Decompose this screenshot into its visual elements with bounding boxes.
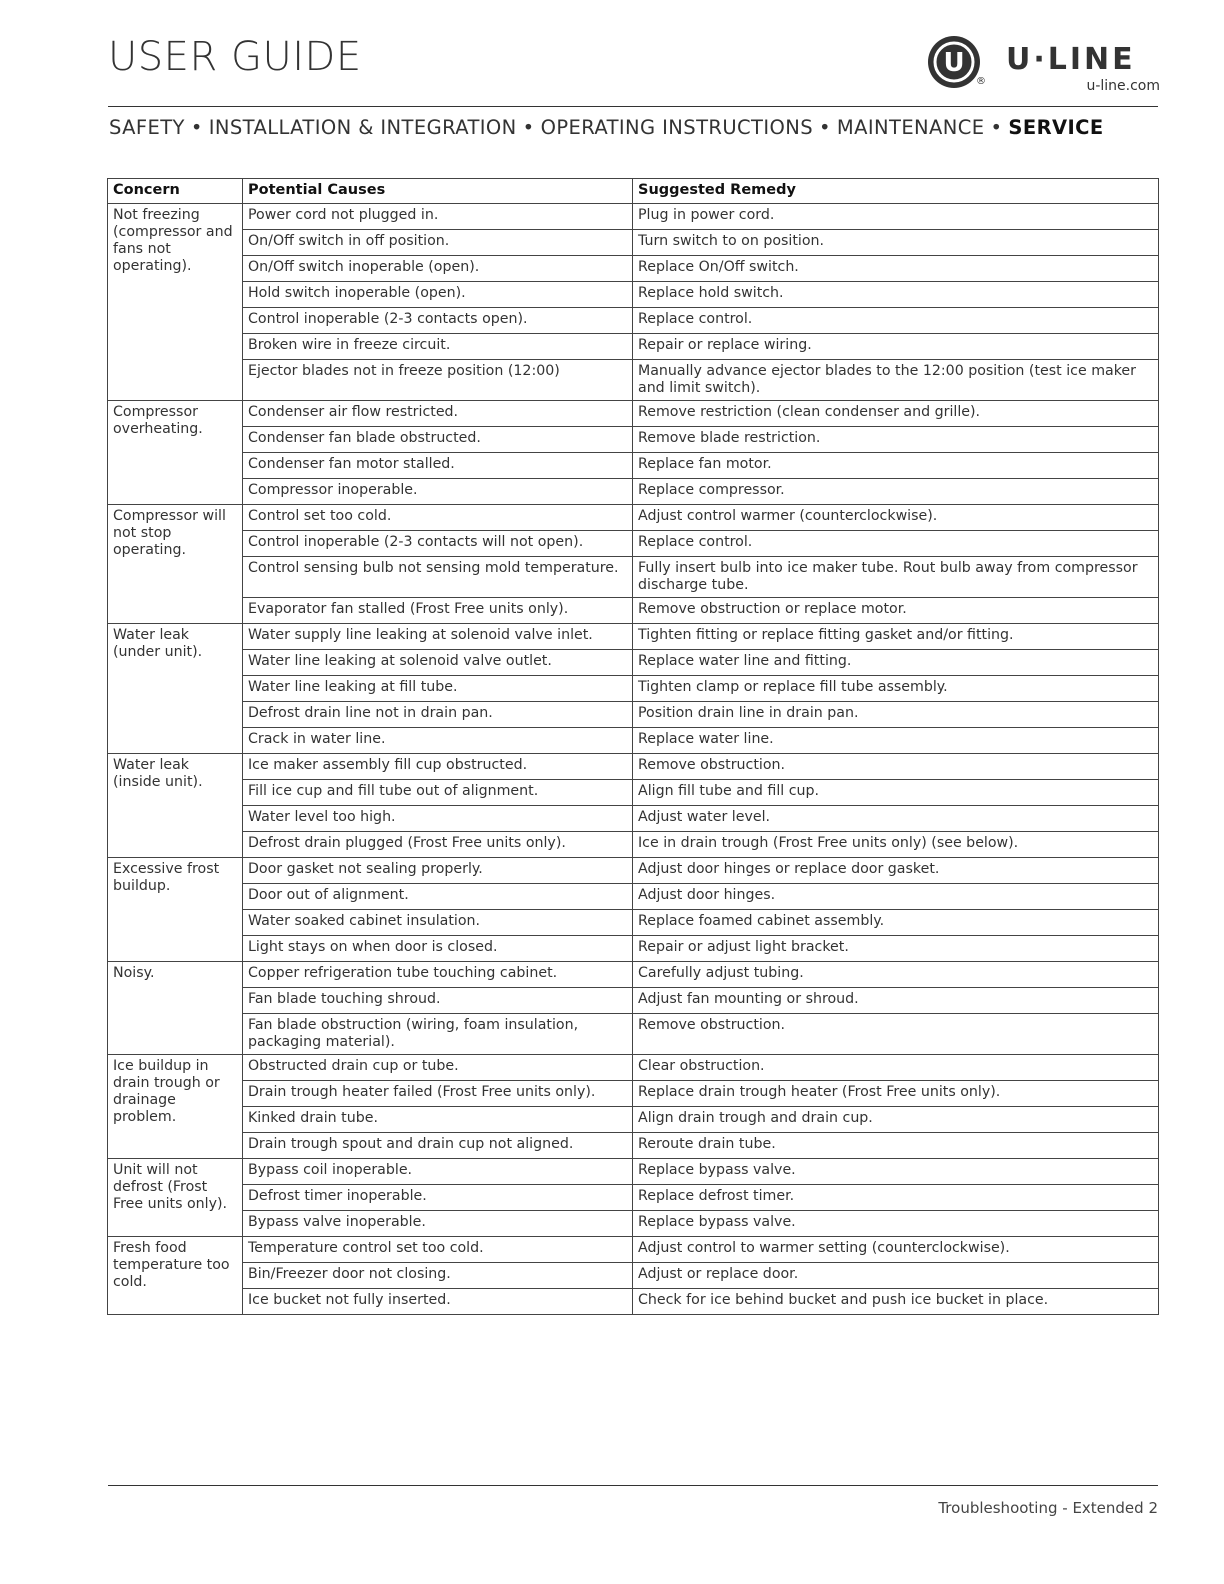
potential-cause-cell: Copper refrigeration tube touching cabinet. <box>243 962 633 988</box>
page-title: USER GUIDE <box>108 34 362 80</box>
potential-cause-cell: Condenser fan blade obstructed. <box>243 427 633 453</box>
table-row <box>108 1159 1159 1185</box>
registered-mark: ® <box>976 76 986 87</box>
suggested-remedy-cell: Replace bypass valve. <box>633 1159 1159 1185</box>
table-row <box>108 1263 1159 1289</box>
table-row <box>108 624 1159 650</box>
potential-cause-cell: Control inoperable (2-3 contacts will not open). <box>243 531 633 557</box>
page-footer-label: Troubleshooting - Extended 2 <box>938 1499 1158 1517</box>
table-row <box>108 988 1159 1014</box>
potential-cause-cell: Ice bucket not fully inserted. <box>243 1289 633 1315</box>
potential-cause-cell: Hold switch inoperable (open). <box>243 282 633 308</box>
suggested-remedy-cell: Tighten fitting or replace fitting gasket and/or fitting. <box>633 624 1159 650</box>
potential-cause-cell: Water line leaking at fill tube. <box>243 676 633 702</box>
suggested-remedy-cell: Position drain line in drain pan. <box>633 702 1159 728</box>
logo-wordmark: U·LINE <box>1006 42 1136 77</box>
potential-cause-cell: Water supply line leaking at solenoid valve inlet. <box>243 624 633 650</box>
suggested-remedy-cell: Fully insert bulb into ice maker tube. Rout bulb away from compressor discharge tube. <box>633 557 1159 598</box>
table-row <box>108 1055 1159 1081</box>
table-row <box>108 427 1159 453</box>
potential-cause-cell: Water level too high. <box>243 806 633 832</box>
footer-divider <box>108 1485 1158 1486</box>
potential-cause-cell: Light stays on when door is closed. <box>243 936 633 962</box>
suggested-remedy-cell: Reroute drain tube. <box>633 1133 1159 1159</box>
suggested-remedy-cell: Check for ice behind bucket and push ice bucket in place. <box>633 1289 1159 1315</box>
logo-mark-letter: U <box>943 48 965 78</box>
suggested-remedy-cell: Adjust fan mounting or shroud. <box>633 988 1159 1014</box>
table-header-row <box>108 179 1159 204</box>
suggested-remedy-cell: Replace fan motor. <box>633 453 1159 479</box>
potential-cause-cell: Bypass valve inoperable. <box>243 1211 633 1237</box>
nav-separator: • <box>990 116 1003 139</box>
concern-cell: Noisy. <box>108 962 243 1055</box>
table-row <box>108 479 1159 505</box>
potential-cause-cell: On/Off switch in off position. <box>243 230 633 256</box>
table-row <box>108 598 1159 624</box>
suggested-remedy-cell: Repair or replace wiring. <box>633 334 1159 360</box>
potential-cause-cell: Control sensing bulb not sensing mold temperature. <box>243 557 633 598</box>
table-row <box>108 308 1159 334</box>
nav-item-operating-instructions[interactable]: OPERATING INSTRUCTIONS <box>540 116 813 139</box>
table-row <box>108 910 1159 936</box>
nav-item-service[interactable]: SERVICE <box>1008 116 1104 139</box>
concern-cell: Water leak (under unit). <box>108 624 243 754</box>
table-row <box>108 806 1159 832</box>
potential-cause-cell: Crack in water line. <box>243 728 633 754</box>
potential-cause-cell: Drain trough heater failed (Frost Free units only). <box>243 1081 633 1107</box>
suggested-remedy-cell: Replace control. <box>633 308 1159 334</box>
suggested-remedy-cell: Clear obstruction. <box>633 1055 1159 1081</box>
potential-cause-cell: Ice maker assembly fill cup obstructed. <box>243 754 633 780</box>
nav-separator: • <box>190 116 203 139</box>
concern-cell: Ice buildup in drain trough or drainage problem. <box>108 1055 243 1159</box>
potential-cause-cell: Control inoperable (2-3 contacts open). <box>243 308 633 334</box>
potential-cause-cell: On/Off switch inoperable (open). <box>243 256 633 282</box>
section-nav <box>109 116 1159 139</box>
potential-cause-cell: Kinked drain tube. <box>243 1107 633 1133</box>
potential-cause-cell: Defrost drain plugged (Frost Free units only). <box>243 832 633 858</box>
suggested-remedy-cell: Repair or adjust light bracket. <box>633 936 1159 962</box>
table-row <box>108 858 1159 884</box>
potential-cause-cell: Fill ice cup and fill tube out of alignment. <box>243 780 633 806</box>
table-row <box>108 832 1159 858</box>
table-row <box>108 1014 1159 1055</box>
concern-cell: Compressor will not stop operating. <box>108 505 243 624</box>
suggested-remedy-cell: Adjust water level. <box>633 806 1159 832</box>
suggested-remedy-cell: Replace On/Off switch. <box>633 256 1159 282</box>
suggested-remedy-cell: Turn switch to on position. <box>633 230 1159 256</box>
potential-cause-cell: Defrost drain line not in drain pan. <box>243 702 633 728</box>
nav-item-safety[interactable]: SAFETY <box>109 116 185 139</box>
column-header-suggested-remedy: Suggested Remedy <box>633 179 1159 204</box>
suggested-remedy-cell: Plug in power cord. <box>633 204 1159 230</box>
concern-cell: Excessive frost buildup. <box>108 858 243 962</box>
suggested-remedy-cell: Adjust or replace door. <box>633 1263 1159 1289</box>
table-row <box>108 453 1159 479</box>
suggested-remedy-cell: Replace water line. <box>633 728 1159 754</box>
suggested-remedy-cell: Carefully adjust tubing. <box>633 962 1159 988</box>
suggested-remedy-cell: Remove blade restriction. <box>633 427 1159 453</box>
u-line-logo-icon <box>926 34 982 90</box>
suggested-remedy-cell: Replace drain trough heater (Frost Free units only). <box>633 1081 1159 1107</box>
suggested-remedy-cell: Remove obstruction or replace motor. <box>633 598 1159 624</box>
suggested-remedy-cell: Manually advance ejector blades to the 12:00 position (test ice maker and limit switch). <box>633 360 1159 401</box>
table-row <box>108 780 1159 806</box>
suggested-remedy-cell: Replace control. <box>633 531 1159 557</box>
concern-cell: Compressor overheating. <box>108 401 243 505</box>
potential-cause-cell: Water soaked cabinet insulation. <box>243 910 633 936</box>
potential-cause-cell: Condenser fan motor stalled. <box>243 453 633 479</box>
table-row <box>108 1081 1159 1107</box>
column-header-concern: Concern <box>108 179 243 204</box>
nav-separator: • <box>522 116 535 139</box>
suggested-remedy-cell: Align fill tube and fill cup. <box>633 780 1159 806</box>
potential-cause-cell: Door out of alignment. <box>243 884 633 910</box>
nav-item-installation-integration[interactable]: INSTALLATION & INTEGRATION <box>208 116 517 139</box>
table-row <box>108 334 1159 360</box>
suggested-remedy-cell: Remove restriction (clean condenser and grille). <box>633 401 1159 427</box>
table-row <box>108 884 1159 910</box>
suggested-remedy-cell: Replace hold switch. <box>633 282 1159 308</box>
potential-cause-cell: Bypass coil inoperable. <box>243 1159 633 1185</box>
table-row <box>108 531 1159 557</box>
troubleshooting-table <box>107 178 1159 1315</box>
table-row <box>108 1237 1159 1263</box>
table-row <box>108 1211 1159 1237</box>
table-row <box>108 505 1159 531</box>
suggested-remedy-cell: Replace foamed cabinet assembly. <box>633 910 1159 936</box>
suggested-remedy-cell: Align drain trough and drain cup. <box>633 1107 1159 1133</box>
potential-cause-cell: Drain trough spout and drain cup not aligned. <box>243 1133 633 1159</box>
potential-cause-cell: Condenser air flow restricted. <box>243 401 633 427</box>
brand-logo <box>926 34 1162 96</box>
suggested-remedy-cell: Replace compressor. <box>633 479 1159 505</box>
concern-cell: Water leak (inside unit). <box>108 754 243 858</box>
potential-cause-cell: Obstructed drain cup or tube. <box>243 1055 633 1081</box>
table-row <box>108 401 1159 427</box>
suggested-remedy-cell: Adjust door hinges. <box>633 884 1159 910</box>
suggested-remedy-cell: Replace water line and fitting. <box>633 650 1159 676</box>
potential-cause-cell: Temperature control set too cold. <box>243 1237 633 1263</box>
table-row <box>108 557 1159 598</box>
table-row <box>108 1133 1159 1159</box>
suggested-remedy-cell: Adjust control to warmer setting (counterclockwise). <box>633 1237 1159 1263</box>
potential-cause-cell: Water line leaking at solenoid valve outlet. <box>243 650 633 676</box>
potential-cause-cell: Compressor inoperable. <box>243 479 633 505</box>
table-row <box>108 728 1159 754</box>
table-row <box>108 256 1159 282</box>
table-row <box>108 962 1159 988</box>
potential-cause-cell: Door gasket not sealing properly. <box>243 858 633 884</box>
suggested-remedy-cell: Remove obstruction. <box>633 1014 1159 1055</box>
nav-separator: • <box>819 116 831 139</box>
potential-cause-cell: Fan blade obstruction (wiring, foam insulation, packaging material). <box>243 1014 633 1055</box>
potential-cause-cell: Bin/Freezer door not closing. <box>243 1263 633 1289</box>
suggested-remedy-cell: Adjust door hinges or replace door gasket. <box>633 858 1159 884</box>
suggested-remedy-cell: Remove obstruction. <box>633 754 1159 780</box>
potential-cause-cell: Defrost timer inoperable. <box>243 1185 633 1211</box>
suggested-remedy-cell: Adjust control warmer (counterclockwise). <box>633 505 1159 531</box>
potential-cause-cell: Evaporator fan stalled (Frost Free units only). <box>243 598 633 624</box>
suggested-remedy-cell: Replace defrost timer. <box>633 1185 1159 1211</box>
table-row <box>108 1289 1159 1315</box>
concern-cell: Not freezing (compressor and fans not operating). <box>108 204 243 401</box>
table-row <box>108 204 1159 230</box>
table-row <box>108 676 1159 702</box>
table-row <box>108 1185 1159 1211</box>
concern-cell: Unit will not defrost (Frost Free units only). <box>108 1159 243 1237</box>
header-divider <box>108 106 1158 107</box>
table-row <box>108 282 1159 308</box>
nav-item-maintenance[interactable]: MAINTENANCE <box>836 116 985 139</box>
potential-cause-cell: Broken wire in freeze circuit. <box>243 334 633 360</box>
potential-cause-cell: Control set too cold. <box>243 505 633 531</box>
table-row <box>108 650 1159 676</box>
suggested-remedy-cell: Ice in drain trough (Frost Free units only) (see below). <box>633 832 1159 858</box>
column-header-potential-causes: Potential Causes <box>243 179 633 204</box>
potential-cause-cell: Fan blade touching shroud. <box>243 988 633 1014</box>
suggested-remedy-cell: Replace bypass valve. <box>633 1211 1159 1237</box>
concern-cell: Fresh food temperature too cold. <box>108 1237 243 1315</box>
table-row <box>108 754 1159 780</box>
brand-url[interactable]: u-line.com <box>1086 78 1160 94</box>
table-row <box>108 936 1159 962</box>
potential-cause-cell: Ejector blades not in freeze position (12:00) <box>243 360 633 401</box>
table-row <box>108 1107 1159 1133</box>
suggested-remedy-cell: Tighten clamp or replace fill tube assembly. <box>633 676 1159 702</box>
table-row <box>108 702 1159 728</box>
potential-cause-cell: Power cord not plugged in. <box>243 204 633 230</box>
table-row <box>108 230 1159 256</box>
table-row <box>108 360 1159 401</box>
